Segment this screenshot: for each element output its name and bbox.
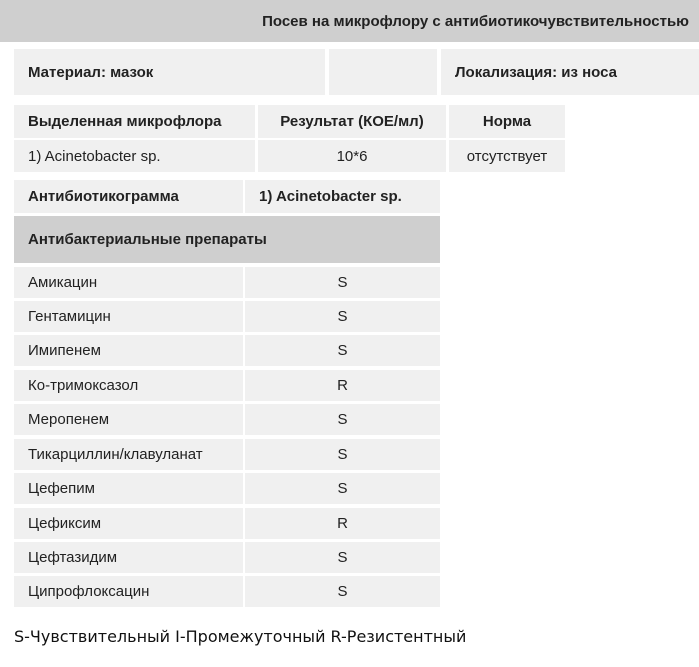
report-title: Посев на микрофлору с антибиотикочувствительностью (0, 0, 699, 42)
drug-result: S (245, 404, 440, 435)
culture-norm: отсутствует (449, 140, 565, 172)
material-cell: Материал: мазок (14, 49, 325, 95)
drug-result: S (245, 576, 440, 607)
antibiogram-label: Антибиотикограмма (14, 180, 243, 213)
drug-name: Меропенем (14, 404, 243, 435)
culture-header-norm: Норма (449, 105, 565, 138)
drug-name: Тикарциллин/клавуланат (14, 439, 243, 470)
drug-result: S (245, 267, 440, 298)
drug-result: R (245, 508, 440, 539)
drug-name: Имипенем (14, 335, 243, 366)
drug-result: S (245, 542, 440, 573)
antibacterial-section-header: Антибактериальные препараты (14, 216, 440, 263)
drug-name: Амикацин (14, 267, 243, 298)
location-cell: Локализация: из носа (441, 49, 699, 95)
material-empty-cell (329, 49, 437, 95)
drug-result: S (245, 301, 440, 332)
drug-name: Гентамицин (14, 301, 243, 332)
drug-name: Ципрофлоксацин (14, 576, 243, 607)
culture-header-result: Результат (КОЕ/мл) (258, 105, 446, 138)
drug-result: R (245, 370, 440, 401)
culture-organism: 1) Acinetobacter sp. (14, 140, 255, 172)
drug-name: Цефиксим (14, 508, 243, 539)
drug-name: Ко-тримоксазол (14, 370, 243, 401)
culture-header-organism: Выделенная микрофлора (14, 105, 255, 138)
legend-text: S-Чувствительный I-Промежуточный R-Резистентный (14, 627, 467, 646)
antibiogram-organism: 1) Acinetobacter sp. (245, 180, 440, 213)
drug-result: S (245, 335, 440, 366)
drug-name: Цефтазидим (14, 542, 243, 573)
drug-result: S (245, 439, 440, 470)
drug-name: Цефепим (14, 473, 243, 504)
drug-result: S (245, 473, 440, 504)
culture-result: 10*6 (258, 140, 446, 172)
